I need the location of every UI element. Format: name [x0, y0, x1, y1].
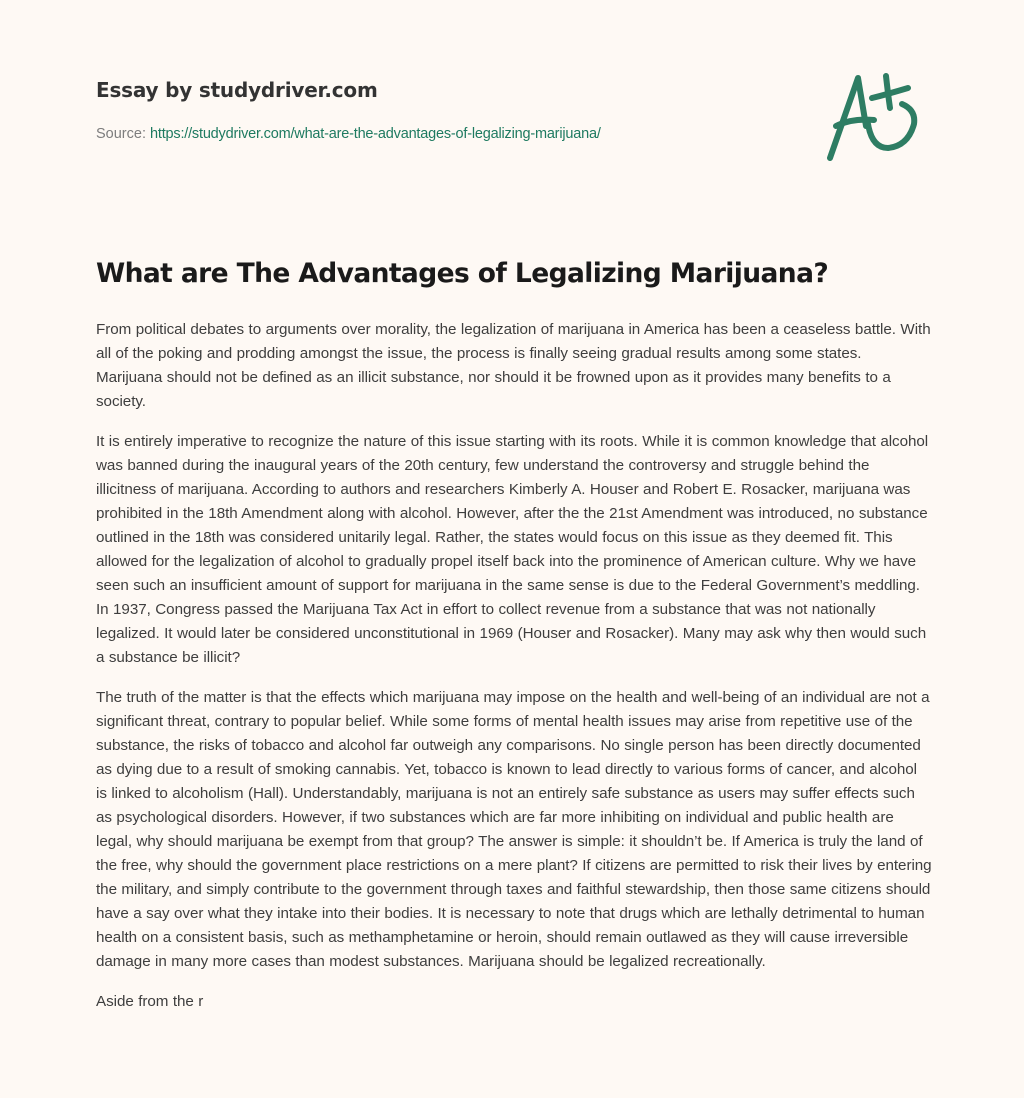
- source-link[interactable]: https://studydriver.com/what-are-the-advantages-of-legalizing-marijuana/: [150, 126, 601, 142]
- site-title: Essay by studydriver.com: [96, 78, 378, 102]
- essay-paragraph: It is entirely imperative to recognize the nature of this issue starting with its roots. While it is common knowledge that alcohol was banned during the inaugural years of the 20th century, few understand the controversy and struggle behind the illicitness of marijuana. According to authors and researchers Kimberly A. Houser and Robert E. Rosacker, marijuana was prohibited in the 18th Amendment along with alcohol. However, after the the 21st Amendment was introduced, no substance outlined in the 18th was considered unitarily legal. Rather, the states would focus on this issue as they deemed fit. This allowed for the legalization of alcohol to gradually propel itself back into the prominence of American culture. Why we have seen such an insufficient amount of support for marijuana in the same sense is due to the Federal Government’s meddling. In 1937, Congress passed the Marijuana Tax Act in effort to collect revenue from a substance that was not nationally legalized. It would later be considered unconstitutional in 1969 (Houser and Rosacker). Many may ask why then would such a substance be illicit?: [96, 433, 929, 666]
- source-line: [96, 124, 796, 144]
- essay-paragraph: From political debates to arguments over morality, the legalization of marijuana in America has been a ceaseless battle. With all of the poking and prodding amongst the issue, the process is finally seeing gradual results among some states. Marijuana should not be defined as an illicit substance, nor should it be frowned upon as it provides many benefits to a society.: [96, 321, 931, 410]
- page-header: [96, 76, 796, 144]
- essay-paragraph-truncated: Aside from the r: [96, 993, 204, 1010]
- a-plus-grade-icon: [822, 66, 928, 166]
- essay-title: What are The Advantages of Legalizing Marijuana?: [96, 258, 829, 289]
- source-label: Source:: [96, 126, 146, 142]
- essay-article: [96, 252, 932, 1030]
- essay-paragraph: The truth of the matter is that the effects which marijuana may impose on the health and well-being of an individual are not a significant threat, contrary to popular belief. While some forms of mental health issues may arise from repetitive use of the substance, the risks of tobacco and alcohol far outweigh any comparisons. No single person has been directly documented as dying due to a result of smoking cannabis. Yet, tobacco is known to lead directly to various forms of cancer, and alcohol is linked to alcoholism (Hall). Understandably, marijuana is not an entirely safe substance as users may suffer effects such as psychological disorders. However, if two substances which are far more inhibiting on individual and public health are legal, why should marijuana be exempt from that group? The answer is simple: it shouldn’t be. If America is truly the land of the free, why should the government place restrictions on a mere plant? If citizens are permitted to risk their lives by entering the military, and simply contribute to the government through taxes and faithful stewardship, then those same citizens should have a say over what they intake into their bodies. It is necessary to note that drugs which are lethally detrimental to human health on a consistent basis, such as methamphetamine or heroin, should remain outlawed as they will cause irreversible damage in many more cases than modest substances. Marijuana should be legalized recreationally.: [96, 689, 932, 970]
